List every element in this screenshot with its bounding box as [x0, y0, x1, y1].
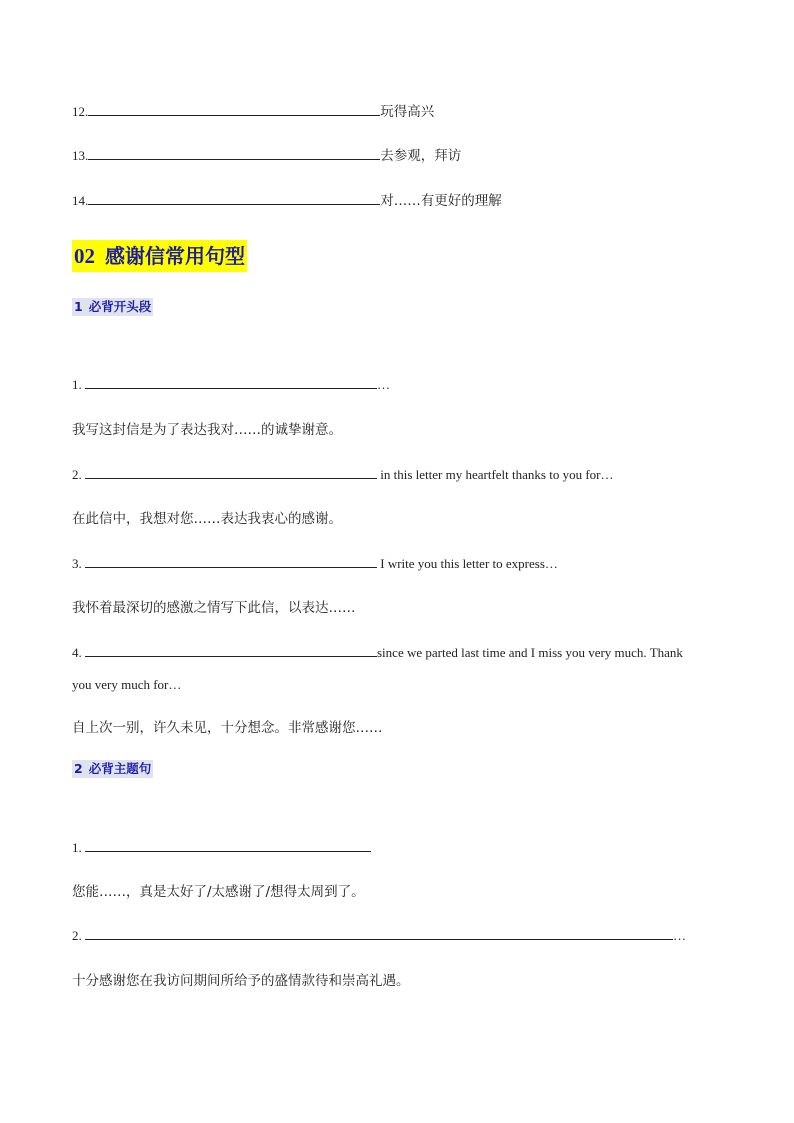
vocab-meaning: 玩得高兴 [380, 104, 435, 120]
answer-blank[interactable] [85, 466, 377, 479]
english-text: since we parted last time and I miss you very much. Thank [377, 645, 683, 660]
item-number: 4. [72, 645, 82, 660]
section-title [72, 240, 247, 272]
answer-blank[interactable] [85, 376, 377, 389]
answer-blank[interactable] [88, 103, 380, 116]
section-number: 02 [74, 244, 95, 268]
subsection-heading-theme [72, 760, 153, 778]
item-number: 1. [72, 377, 82, 392]
answer-blank[interactable] [85, 555, 377, 568]
opening-item-4-continued: you very much for… [72, 677, 182, 692]
vocab-item-14 [72, 192, 502, 210]
vocab-number: 13. [72, 148, 89, 163]
opening-translation-1: 我写这封信是为了表达我对……的诚挚谢意。 [72, 422, 342, 438]
item-number: 3. [72, 556, 82, 571]
english-text: I write you this letter to express… [377, 556, 558, 571]
theme-item-1 [72, 839, 371, 857]
english-text: in this letter my heartfelt thanks to you for… [377, 467, 614, 482]
vocab-item-12 [72, 103, 434, 121]
vocab-meaning: 去参观，拜访 [380, 148, 462, 164]
vocab-number: 12. [72, 104, 89, 119]
english-text: … [673, 928, 686, 943]
opening-translation-2: 在此信中，我想对您……表达我衷心的感谢。 [72, 511, 342, 527]
section-title-text: 感谢信常用句型 [105, 244, 245, 268]
opening-item-4 [72, 644, 683, 662]
opening-translation-4: 自上次一别，许久未见，十分想念。非常感谢您…… [72, 720, 383, 736]
opening-item-1 [72, 376, 390, 394]
theme-translation-1: 您能……，真是太好了/太感谢了/想得太周到了。 [72, 884, 365, 900]
theme-item-2 [72, 927, 686, 945]
item-number: 2. [72, 467, 82, 482]
vocab-number: 14. [72, 193, 89, 208]
subsection-title: 必背主题句 [88, 761, 152, 776]
subsection-number: 1 [74, 299, 83, 314]
item-number: 2. [72, 928, 82, 943]
opening-item-2 [72, 466, 613, 484]
english-text: … [377, 377, 390, 392]
answer-blank[interactable] [85, 839, 371, 852]
item-number: 1. [72, 840, 82, 855]
subsection-heading-opening [72, 298, 153, 316]
subsection-title: 必背开头段 [88, 299, 152, 314]
subsection-number: 2 [74, 761, 83, 776]
opening-translation-3: 我怀着最深切的感激之情写下此信，以表达…… [72, 600, 356, 616]
opening-item-3 [72, 555, 558, 573]
vocab-item-13 [72, 147, 461, 165]
answer-blank[interactable] [88, 147, 380, 160]
theme-translation-2: 十分感谢您在我访问期间所给予的盛情款待和崇高礼遇。 [72, 973, 410, 989]
vocab-meaning: 对……有更好的理解 [380, 193, 502, 209]
answer-blank[interactable] [85, 927, 673, 940]
answer-blank[interactable] [88, 192, 380, 205]
answer-blank[interactable] [85, 644, 377, 657]
